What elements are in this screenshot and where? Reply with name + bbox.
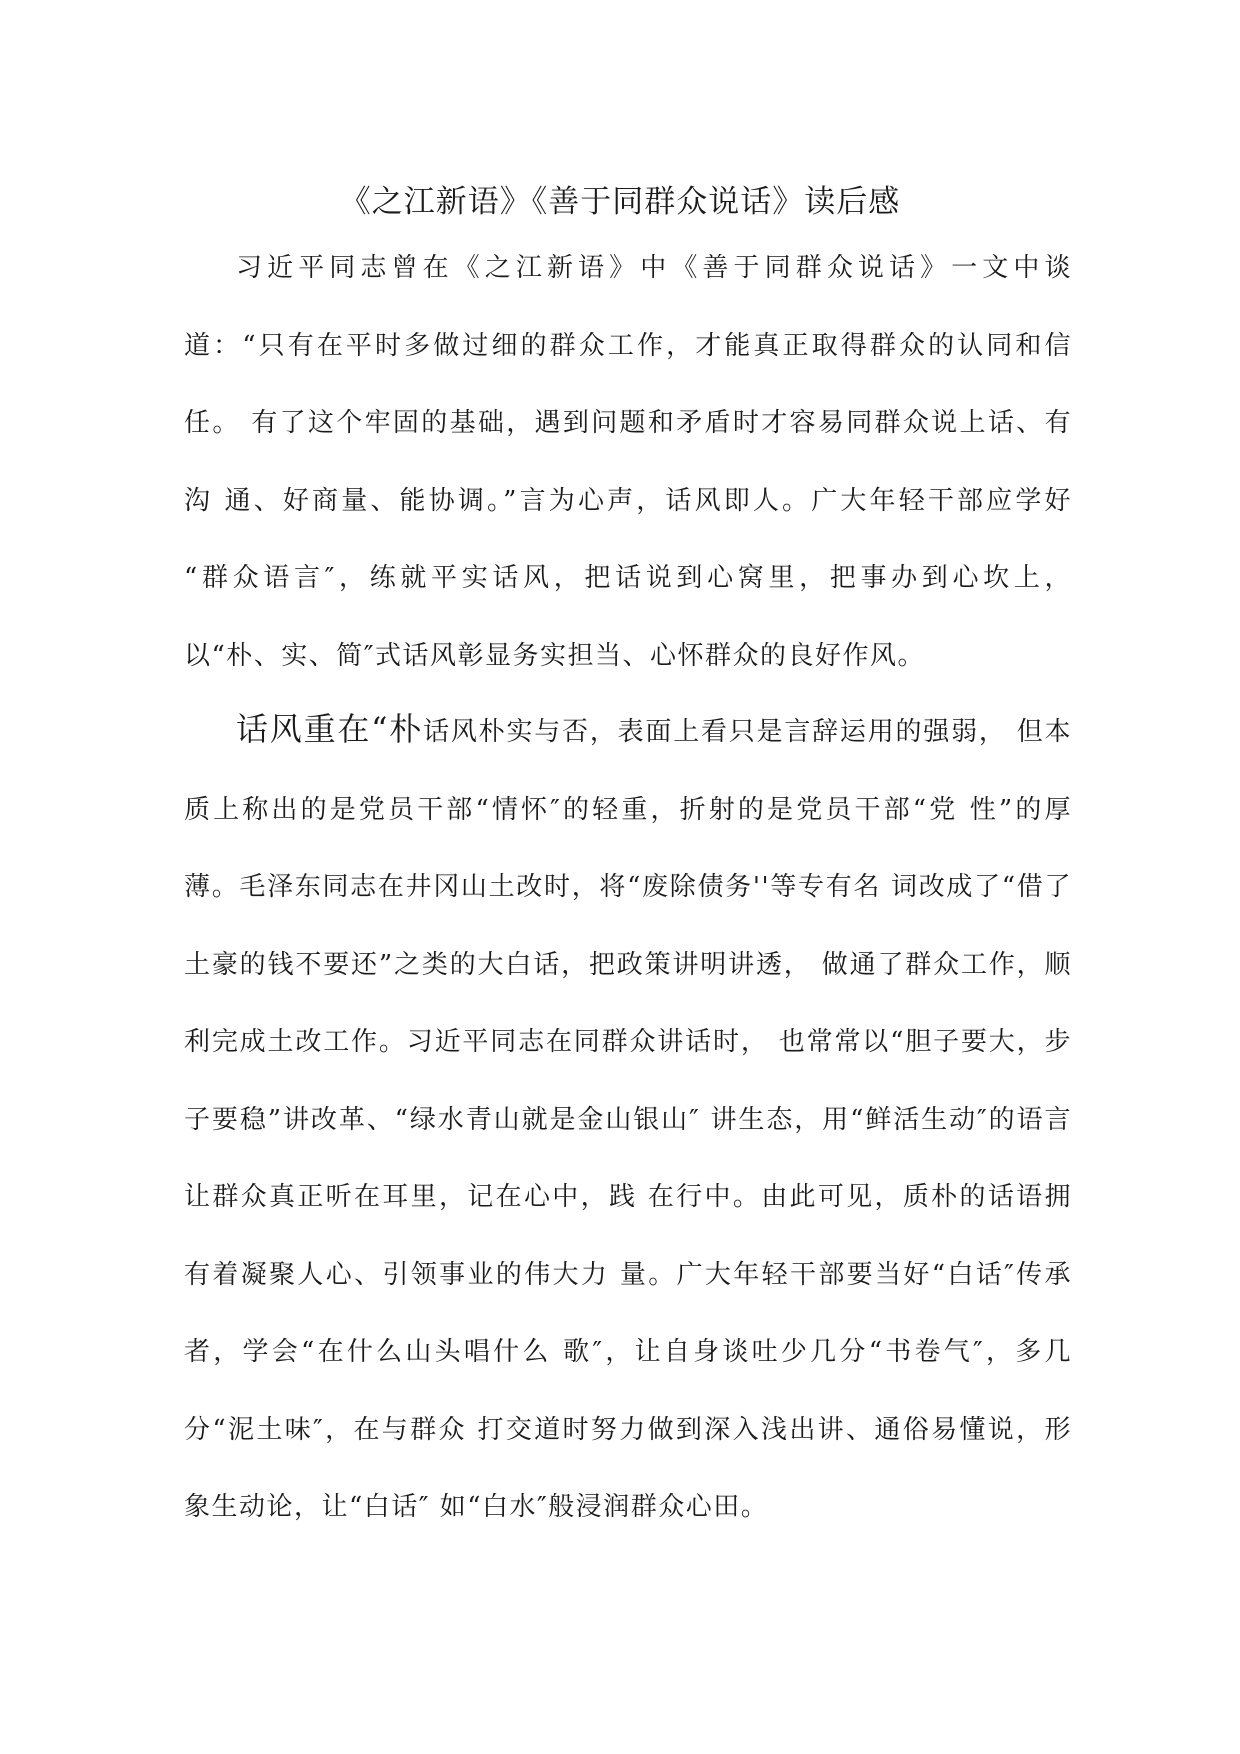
paragraph-1-text: 习近平同志曾在《之江新语》中《善于同群众说话》一文中谈道：“只有在平时多做过细的群众工作，才能真正取得群众的认同和信任。 有了这个牢固的基础，遇到问题和矛盾时才容易同群众说上话、有沟 通、好商量、能协调。”言为心声，话风即人。广大年轻干部应学好 “群众语言″，练就平实话风，把话说到心窝里，把事办到心坎上， 以“朴、实、简″式话风彰显务实担当、心怀群众的良好作风。: [184, 253, 1072, 671]
paragraph-2-text: 话风朴实与否，表面上看只是言辞运用的强弱， 但本质上称出的是党员干部“情怀″的轻重，折射的是党员干部“党 性”的厚薄。毛泽东同志在井冈山土改时，将“废除债务''等专有名 词改成了“借了土豪的钱不要还”之类的大白话，把政策讲明讲透， 做通了群众工作，顺利完成土改工作。习近平同志在同群众讲话时， 也常常以“胆子要大，步子要稳”讲改革、“绿水青山就是金山银山″ 讲生态，用“鲜活生动″的语言让群众真正听在耳里，记在心中，践 在行中。由此可见，质朴的话语拥有着凝聚人心、引领事业的伟大力 量。广大年轻干部要当好“白话″传承者，学会“在什么山头唱什么 歌″，让自身谈吐少几分“书卷气″，多几分“泥土味″，在与群众 打交道时努力做到深入浅出讲、通俗易懂说，形象生动论，让“白话″ 如“白水″般浸润群众心田。: [184, 717, 1072, 1522]
paragraph-2-lead: 话风重在“朴: [236, 710, 424, 748]
paragraph-1: [184, 230, 1072, 695]
document-title: 《之江新语》《善于同群众说话》读后感: [339, 184, 901, 220]
paragraph-2: [184, 691, 1072, 1547]
